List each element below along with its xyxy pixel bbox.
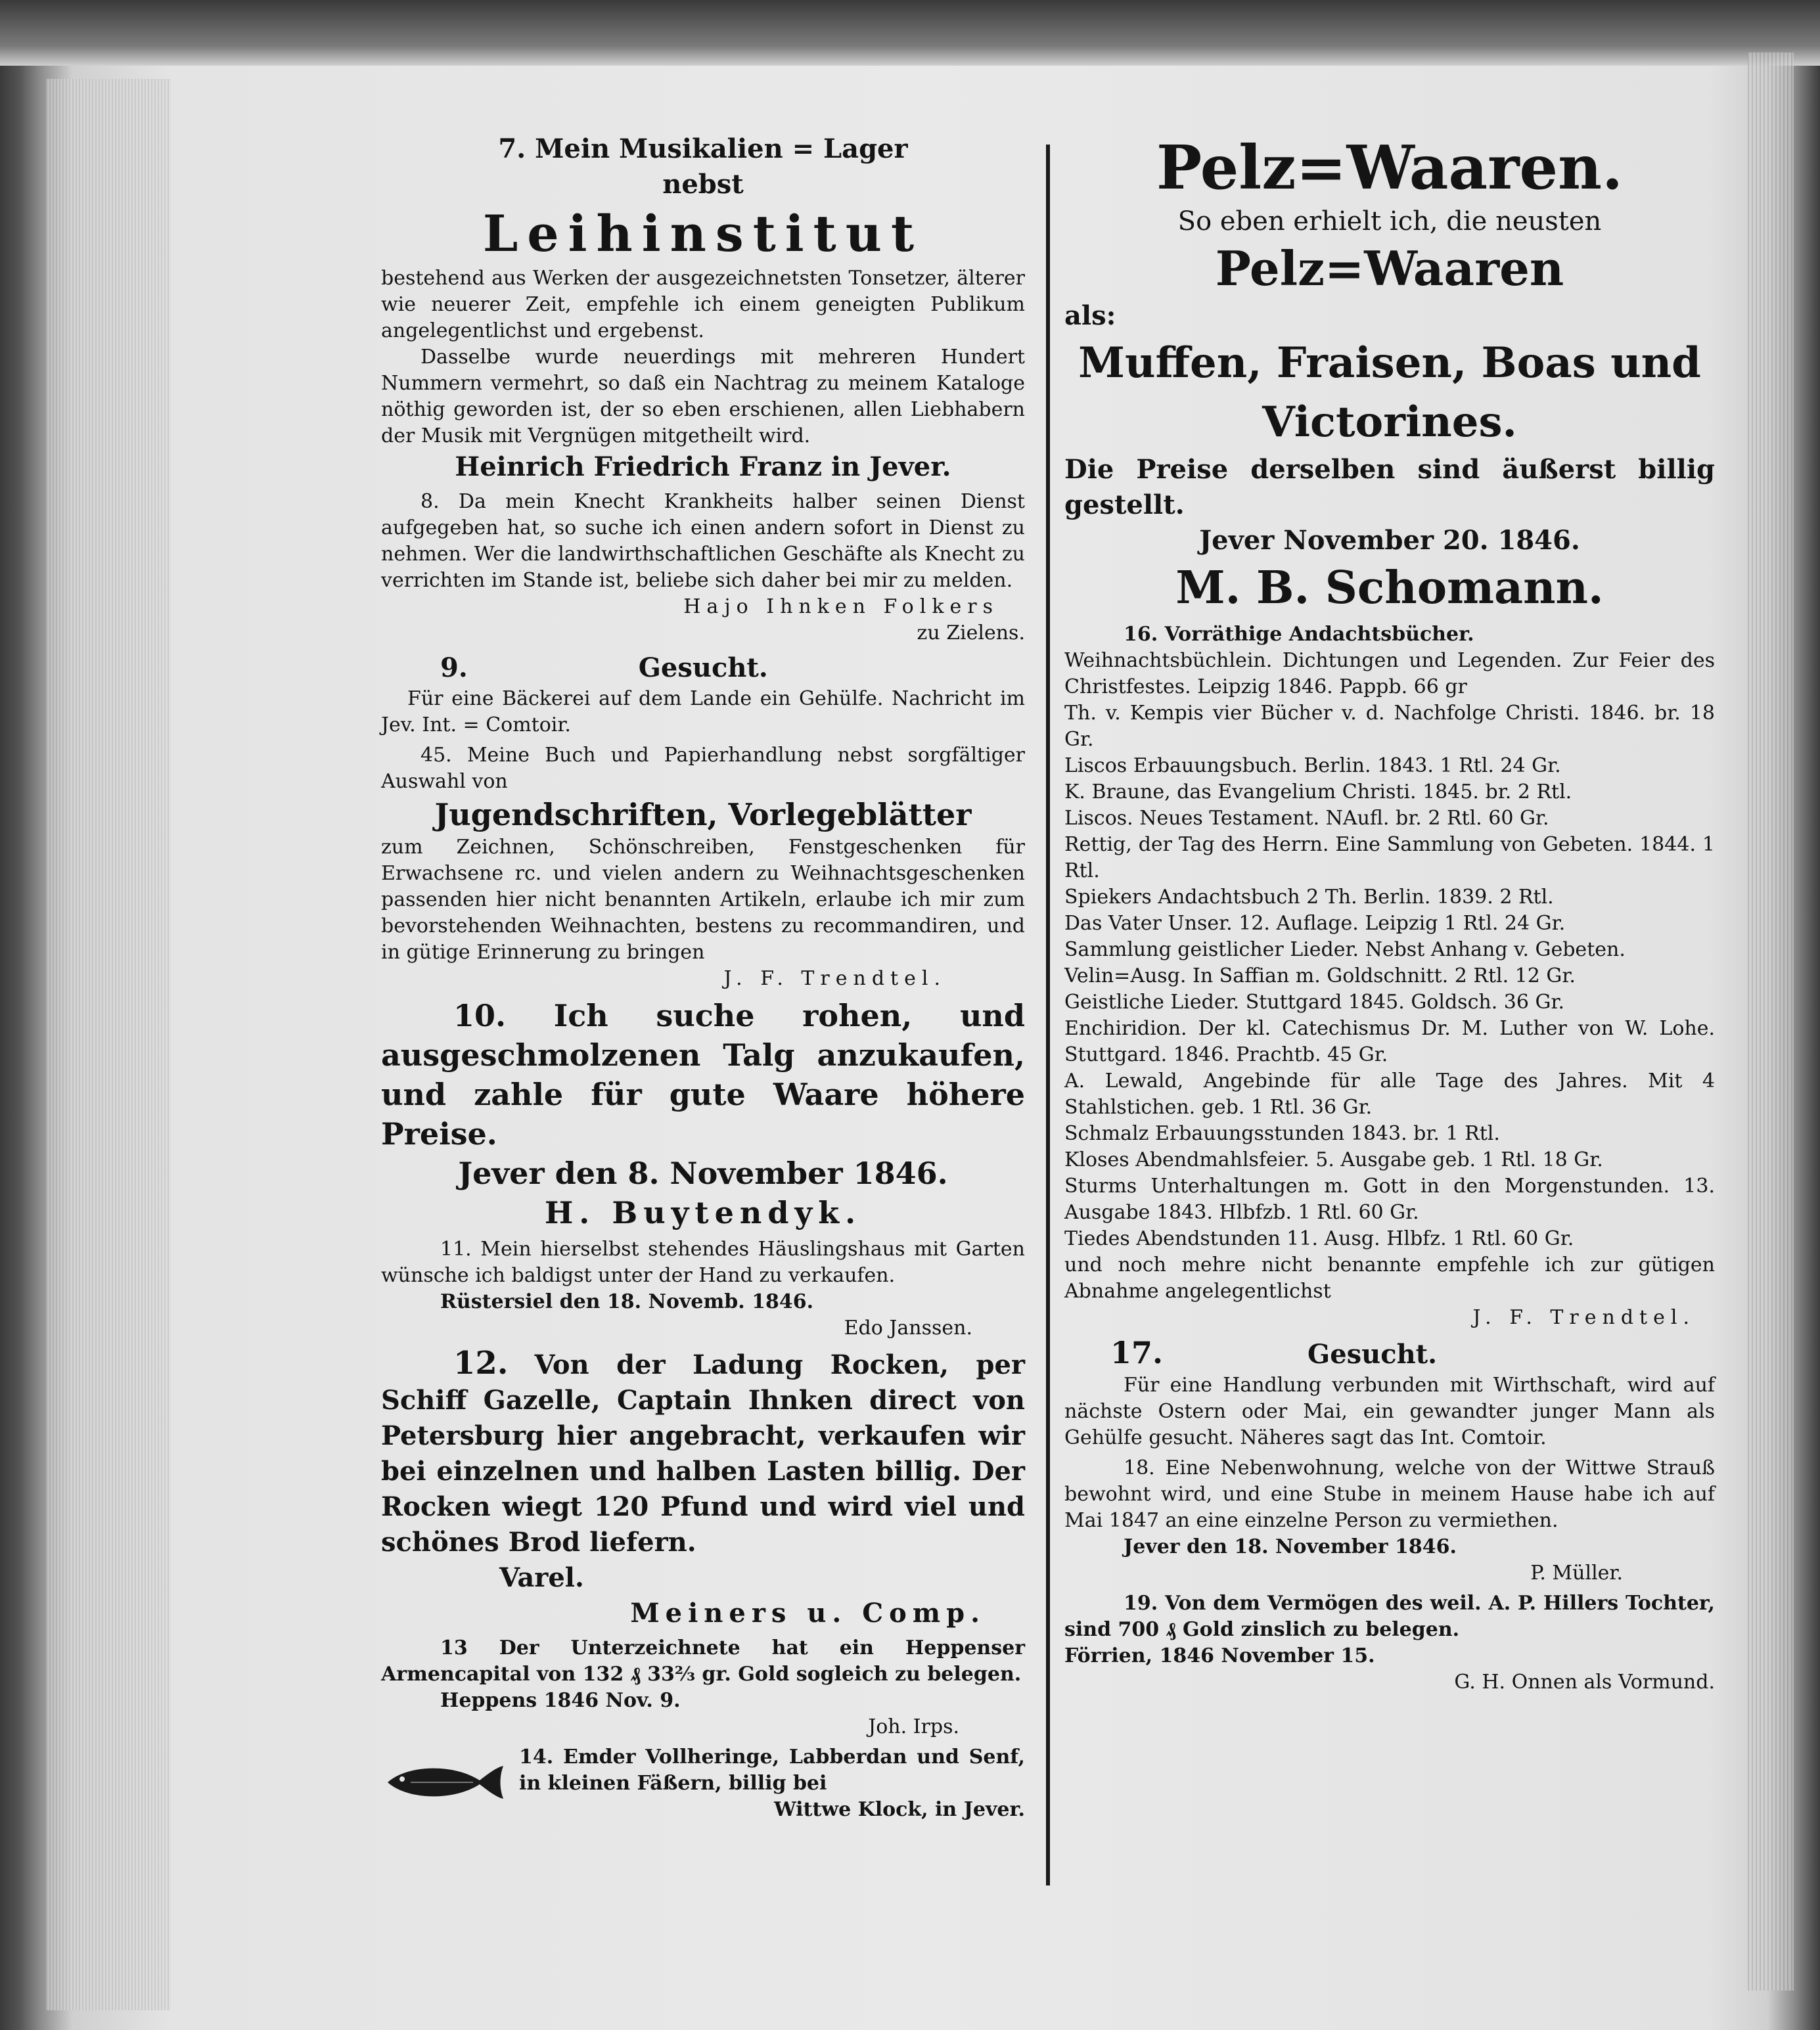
ad-7-text-1: bestehend aus Werken der ausgezeichnetsten Tonsetzer, älterer wie neuerer Zeit, empfehle ich einem geneigten Publikum angelegentlichst und ergebenst. bbox=[381, 267, 1025, 342]
ad-16-line: Kloses Abendmahlsfeier. 5. Ausgabe geb. 1 Rtl. 18 Gr. bbox=[1064, 1148, 1603, 1171]
ad-10-signature: H. Buytendyk. bbox=[544, 1195, 862, 1230]
ad-17-text: Für eine Handlung verbunden mit Wirthschaft, wird auf nächste Ostern oder Mai, ein gewandter junger Mann als Gehülfe gesucht. Näheres sagt das Int. Comtoir. bbox=[1064, 1374, 1715, 1449]
ad-7 bbox=[381, 131, 1025, 485]
ad-16-line: A. Lewald, Angebinde für alle Tage des Jahres. Mit 4 Stahlstichen. geb. 1 Rtl. 36 Gr. bbox=[1064, 1070, 1715, 1119]
ad-16-line: Weihnachtsbüchlein. Dichtungen und Legenden. Zur Feier des Christfestes. Leipzig 1846. Pappb. 66 gr bbox=[1064, 649, 1715, 698]
ad-8-signature: Hajo Ihnken Folkers bbox=[683, 595, 999, 618]
ad-16-line: Rettig, der Tag des Herrn. Eine Sammlung von Gebeten. 1844. 1 Rtl. bbox=[1064, 833, 1715, 882]
ad-16-line: Liscos. Neues Testament. NAufl. br. 2 Rtl. 60 Gr. bbox=[1064, 807, 1549, 830]
column-divider bbox=[1046, 145, 1050, 1885]
ad-19-signature: G. H. Onnen als Vormund. bbox=[1454, 1671, 1715, 1694]
ad-11-text: 11. Mein hierselbst stehendes Häuslingshaus mit Garten wünsche ich baldigst unter der Hand zu verkaufen. bbox=[381, 1238, 1025, 1287]
ad-19-text: 19. Von dem Vermögen des weil. A. P. Hillers Tochter, sind 700 ₰ Gold zinslich zu belegen. bbox=[1064, 1592, 1715, 1641]
ad-8-text: 8. Da mein Knecht Krankheits halber seinen Dienst aufgegeben hat, so suche ich einen andern sofort in Dienst zu nehmen. Wer die landwirthschaftlichen Geschäfte als Knecht zu verrichten im Stande ist, beliebe sich daher bei mir zu melden. bbox=[381, 490, 1025, 592]
pelz-als: als: bbox=[1064, 300, 1116, 331]
ad-18-text: 18. Eine Nebenwohnung, welche von der Wittwe Strauß bewohnt wird, und eine Stube in meinem Hause habe ich auf Mai 1847 an eine einzelne Person zu vermiethen. bbox=[1064, 1456, 1715, 1532]
pelz-date: Jever November 20. 1846. bbox=[1199, 525, 1580, 556]
ad-16-line: Liscos Erbauungsbuch. Berlin. 1843. 1 Rtl. 24 Gr. bbox=[1064, 754, 1561, 777]
ad-18-date: Jever den 18. November 1846. bbox=[1124, 1535, 1457, 1558]
ad-14-signature: Wittwe Klock, in Jever. bbox=[773, 1798, 1025, 1821]
ad-11-signature: Edo Janssen. bbox=[844, 1317, 972, 1340]
pelz-items-2: Victorines. bbox=[1262, 397, 1517, 447]
ad-17-number: 17. bbox=[1110, 1335, 1164, 1370]
top-shadow bbox=[0, 0, 1820, 66]
ad-12-number: 12. bbox=[453, 1345, 509, 1382]
ad-16-heading: 16. Vorräthige Andachtsbücher. bbox=[1124, 623, 1474, 646]
pelz-items-1: Muffen, Fraisen, Boas und bbox=[1078, 338, 1701, 388]
ad-7-title: Leihinstitut bbox=[482, 204, 924, 263]
ad-12-place: Varel. bbox=[499, 1562, 584, 1593]
ad-10-text: 10. Ich suche rohen, und ausgeschmolzenen Talg anzukaufen, und zahle für gute Waare höhere Preise. bbox=[381, 998, 1025, 1152]
ad-9 bbox=[381, 650, 1025, 738]
ad-16-signature: J. F. Trendtel. bbox=[1472, 1306, 1695, 1329]
ad-9-text: Für eine Bäckerei auf dem Lande ein Gehülfe. Nachricht im Jev. Int. = Comtoir. bbox=[381, 687, 1025, 736]
ad-7-heading: 7. Mein Musikalien = Lager bbox=[498, 133, 908, 164]
ad-45-text-2: zum Zeichnen, Schönschreiben, Fenstgeschenken für Erwachsene rc. und vielen andern zu Weihnachtsgeschenken passenden hier nicht benannten Artikeln, erlaube ich mir zum bevorstehenden Weihnachten, bestens zu recommandiren, und in gütige Erinnerung zu bringen bbox=[381, 836, 1025, 964]
ad-17-heading: Gesucht. bbox=[1308, 1339, 1438, 1370]
ad-16-line: Sammlung geistlicher Lieder. Nebst Anhang v. Gebeten. bbox=[1064, 938, 1626, 961]
ad-17 bbox=[1064, 1335, 1715, 1451]
ad-16-line: Geistliche Lieder. Stuttgard 1845. Goldsch. 36 Gr. bbox=[1064, 991, 1565, 1014]
ad-8-place: zu Zielens. bbox=[917, 621, 1025, 644]
ad-13-date: Heppens 1846 Nov. 9. bbox=[440, 1689, 681, 1712]
pelz-title: Pelz=Waaren. bbox=[1156, 132, 1623, 203]
ad-13-signature: Joh. Irps. bbox=[868, 1715, 959, 1738]
pelz-line: So eben erhielt ich, die neusten bbox=[1177, 206, 1602, 237]
pelz-title-2: Pelz=Waaren bbox=[1215, 240, 1564, 296]
ad-13-text: 13 Der Unterzeichnete hat ein Heppenser Armencapital von 132 ₰ 33⅔ gr. Gold sogleich zu belegen. bbox=[381, 1636, 1025, 1686]
ad-9-heading: Gesucht. bbox=[638, 652, 768, 683]
ad-45-signature: J. F. Trendtel. bbox=[723, 967, 946, 990]
ad-45-text: 45. Meine Buch und Papierhandlung nebst sorgfältiger Auswahl von bbox=[381, 744, 1025, 793]
ad-18 bbox=[1064, 1455, 1715, 1587]
ad-19-date: Förrien, 1846 November 15. bbox=[1064, 1644, 1375, 1667]
ad-14 bbox=[381, 1744, 1025, 1823]
ad-11 bbox=[381, 1236, 1025, 1342]
page-edges-right bbox=[1748, 53, 1794, 1991]
ad-16-line: Sturms Unterhaltungen m. Gott in den Morgenstunden. 13. Ausgabe 1843. Hlbfzb. 1 Rtl. 60 Gr. bbox=[1064, 1175, 1715, 1224]
ad-14-text: 14. Emder Vollheringe, Labberdan und Senf, in kleinen Fäßern, billig bei bbox=[519, 1746, 1025, 1795]
pelz-text: Die Preise derselben sind äußerst billig gestellt. bbox=[1064, 454, 1715, 520]
ad-16-line: Schmalz Erbauungsstunden 1843. br. 1 Rtl. bbox=[1064, 1122, 1500, 1145]
ad-16-line: Enchiridion. Der kl. Catechismus Dr. M. Luther von W. Lohe. Stuttgard. 1846. Prachtb. 45 Gr. bbox=[1064, 1017, 1715, 1066]
left-column bbox=[381, 131, 1025, 1827]
pelz-signature: M. B. Schomann. bbox=[1175, 562, 1604, 614]
ad-16-line: Velin=Ausg. In Saffian m. Goldschnitt. 2 Rtl. 12 Gr. bbox=[1064, 964, 1576, 987]
ad-19 bbox=[1064, 1590, 1715, 1696]
ad-45-title: Jugendschriften, Vorlegeblätter bbox=[434, 797, 972, 832]
right-column bbox=[1064, 131, 1715, 1700]
ad-12-text: Von der Ladung Rocken, per Schiff Gazelle, Captain Ihnken direct von Petersburg hier angebracht, verkaufen wir bei einzelnen und halben Lasten billig. Der Rocken wiegt 120 Pfund und wird viel und schönes Brod liefern. bbox=[381, 1349, 1025, 1558]
page-edges-left bbox=[46, 79, 171, 2010]
ad-16-line: Tiedes Abendstunden 11. Ausg. Hlbfz. 1 Rtl. 60 Gr. bbox=[1064, 1227, 1574, 1250]
ad-10-date: Jever den 8. November 1846. bbox=[458, 1156, 948, 1191]
ad-pelz bbox=[1064, 131, 1715, 618]
ad-16-line: Das Vater Unser. 12. Auflage. Leipzig 1 Rtl. 24 Gr. bbox=[1064, 912, 1566, 935]
ad-7-text-2: Dasselbe wurde neuerdings mit mehreren Hundert Nummern vermehrt, so daß ein Nachtrag zu meinem Kataloge nöthig geworden ist, der so eben erschienen, allen Liebhabern der Musik mit Vergnügen mitgetheilt wird. bbox=[381, 346, 1025, 447]
ad-16 bbox=[1064, 621, 1715, 1331]
ad-16-line: K. Braune, das Evangelium Christi. 1845. br. 2 Rtl. bbox=[1064, 780, 1572, 803]
ad-18-signature: P. Müller. bbox=[1530, 1562, 1623, 1585]
fish-icon bbox=[381, 1759, 506, 1808]
ad-7-signature: Heinrich Friedrich Franz in Jever. bbox=[455, 451, 951, 482]
ad-8 bbox=[381, 489, 1025, 646]
ad-9-number: 9. bbox=[440, 652, 468, 683]
ad-12-signature: Meiners u. Comp. bbox=[630, 1598, 986, 1629]
ad-13 bbox=[381, 1635, 1025, 1740]
ad-7-nebst: nebst bbox=[662, 169, 744, 200]
ad-11-date: Rüstersiel den 18. Novemb. 1846. bbox=[440, 1290, 814, 1313]
ad-16-line: Th. v. Kempis vier Bücher v. d. Nachfolge Christi. 1846. br. 18 Gr. bbox=[1064, 702, 1715, 751]
ad-16-line: Spiekers Andachtsbuch 2 Th. Berlin. 1839. 2 Rtl. bbox=[1064, 886, 1554, 909]
ad-12 bbox=[381, 1345, 1025, 1631]
ad-10 bbox=[381, 996, 1025, 1232]
ad-16-line: und noch mehre nicht benannte empfehle ich zur gütigen Abnahme angelegentlichst bbox=[1064, 1253, 1715, 1303]
ad-45 bbox=[381, 742, 1025, 992]
